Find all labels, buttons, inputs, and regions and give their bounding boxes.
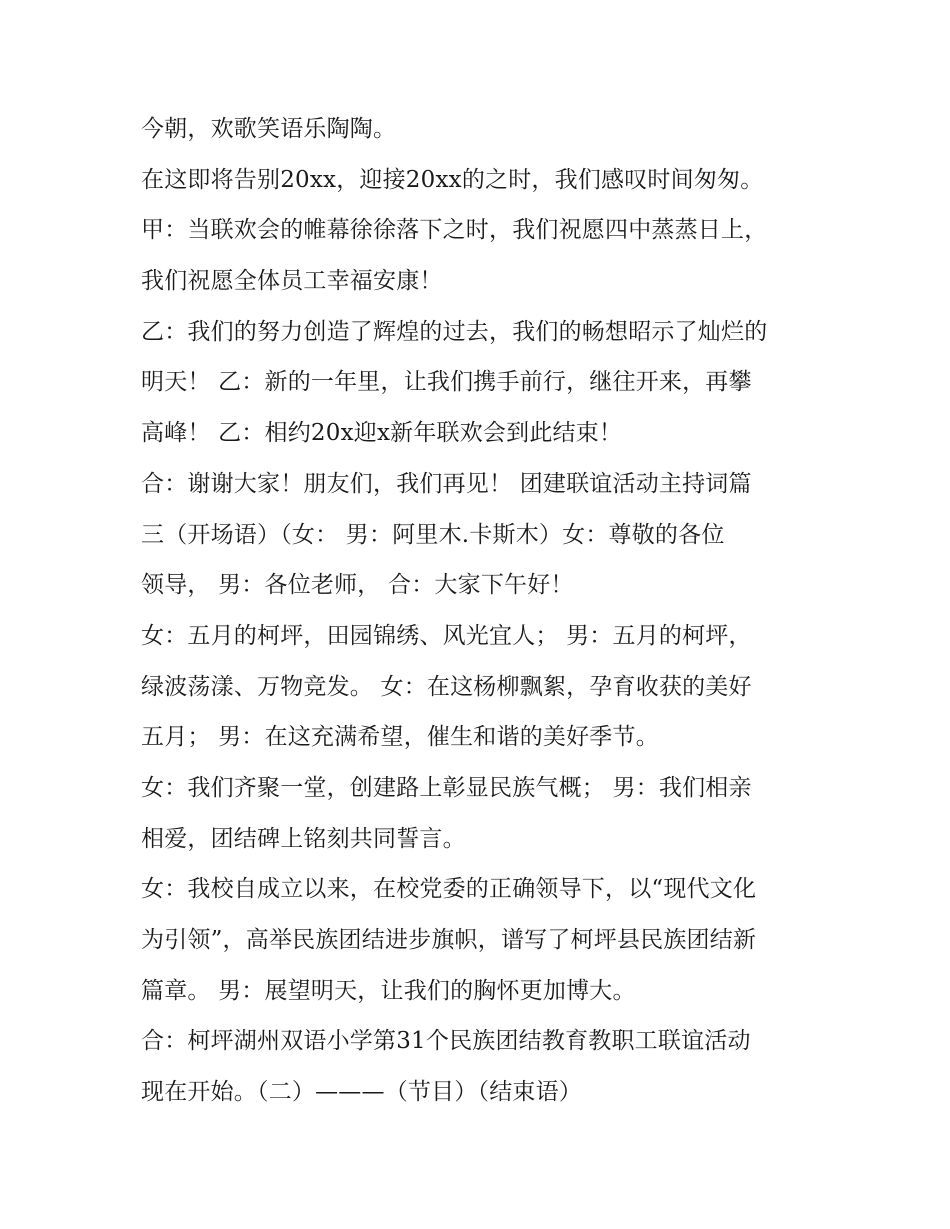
text-line: 领导， 男：各位老师， 合：大家下午好！ bbox=[141, 572, 574, 599]
text-line: 女：我校自成立以来，在校党委的正确领导下，以“现代文化 bbox=[141, 876, 757, 903]
text-line: 合：柯坪湖州双语小学第31个民族团结教育教职工联谊活动 bbox=[141, 1028, 751, 1055]
text-line: 为引领”，高举民族团结进步旗帜，谱写了柯坪县民族团结新 bbox=[141, 927, 757, 953]
text-line: 女：我们齐聚一堂，创建路上彰显民族气概； 男：我们相亲 bbox=[141, 774, 752, 801]
text-line: 三（开场语）（女： 男：阿里木.卡斯木）女：尊敬的各位 bbox=[141, 521, 725, 548]
text-line: 高峰！ 乙：相约20x迎x新年联欢会到此结束！ bbox=[141, 420, 623, 447]
text-line: 在这即将告别20xx，迎接20xx的之时，我们感叹时间匆匆。 bbox=[141, 166, 764, 193]
text-line: 乙：我们的努力创造了辉煌的过去，我们的畅想昭示了灿烂的 bbox=[141, 318, 768, 345]
text-line: 绿波荡漾、万物竞发。 女：在这杨柳飘絮，孕育收获的美好 bbox=[141, 673, 752, 700]
text-line: 现在开始。（二）———（节目）（结束语） bbox=[141, 1079, 582, 1106]
text-line: 相爱，团结碑上铭刻共同誓言。 bbox=[141, 825, 466, 852]
text-line: 篇章。 男：展望明天，让我们的胸怀更加博大。 bbox=[141, 977, 636, 1004]
document-body bbox=[141, 104, 821, 1118]
text-line: 合：谢谢大家！朋友们，我们再见！ 团建联谊活动主持词篇 bbox=[141, 470, 752, 497]
text-line: 五月； 男：在这充满希望，催生和谐的美好季节。 bbox=[141, 724, 659, 751]
text-line: 甲：当联欢会的帷幕徐徐落下之时，我们祝愿四中蒸蒸日上， bbox=[141, 217, 768, 244]
text-line: 女：五月的柯坪，田园锦绣、风光宜人； 男：五月的柯坪， bbox=[141, 622, 752, 649]
text-line: 明天！ 乙：新的一年里，让我们携手前行，继往开来，再攀 bbox=[141, 369, 752, 396]
text-line: 我们祝愿全体员工幸福安康！ bbox=[141, 268, 443, 295]
text-line: 今朝，欢歌笑语乐陶陶。 bbox=[141, 116, 397, 142]
